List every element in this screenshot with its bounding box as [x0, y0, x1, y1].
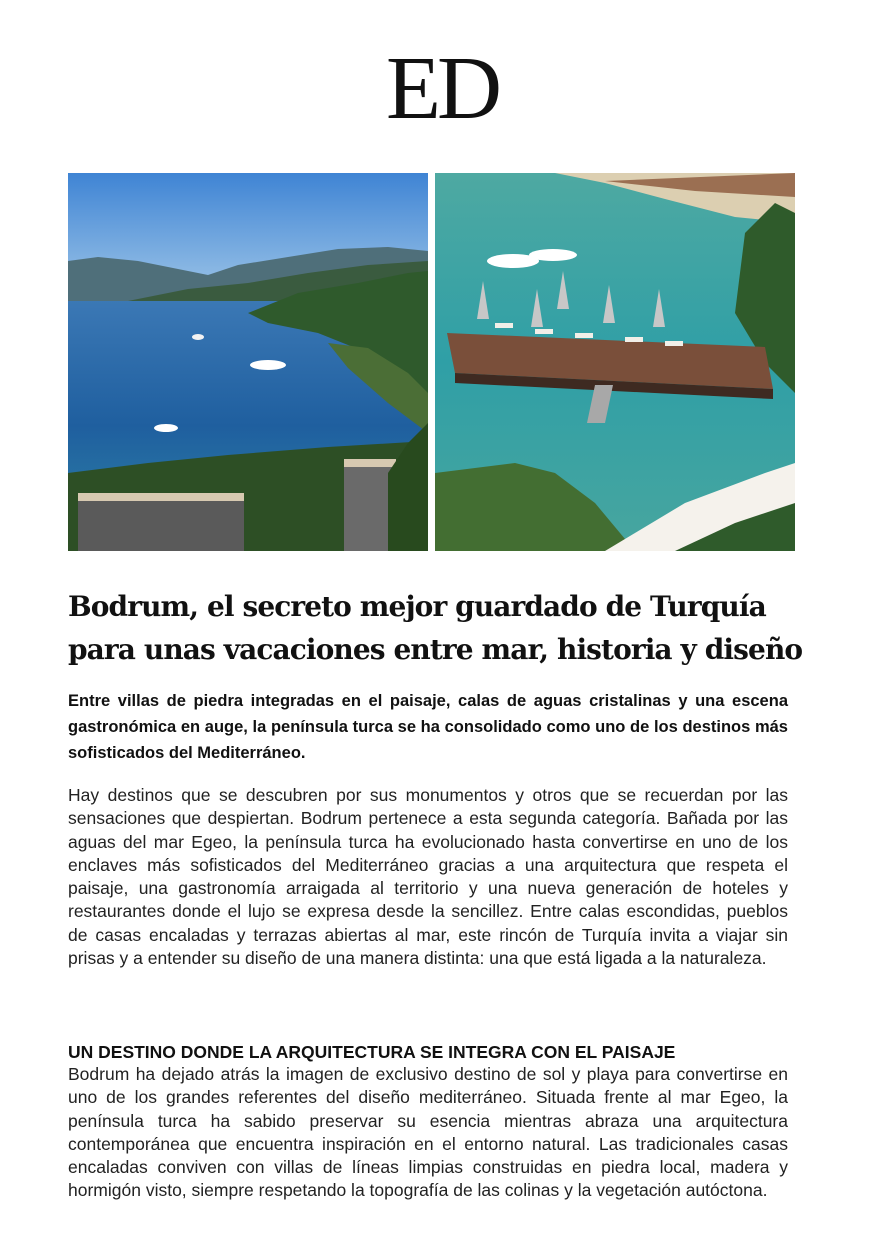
- deck-illustration: [435, 173, 795, 551]
- article-headline: Bodrum, el secreto mejor guardado de Turquía para unas vacaciones entre mar, historia y diseño: [68, 590, 803, 666]
- bay-illustration: [68, 173, 428, 551]
- article-paragraph-1: Hay destinos que se descubren por sus monumentos y otros que se recuerdan por las sensaciones que despiertan. Bodrum pertenece a esta segunda categoría. Bañada por las aguas del mar Egeo, la península turca ha evolucionado hasta convertirse en uno de los enclaves más sofisticados del Mediterráneo gracias a una arquitectura que respeta el paisaje, una gastronomía arraigada al territorio y una nueva generación de hoteles y restaurantes donde el lujo se expresa desde la sencillez. Entre calas escondidas, pueblos de casas encaladas y terrazas abiertas al mar, este rincón de Turquía invita a viajar sin prisas y a entender su diseño de una manera distinta: una que está ligada a la naturaleza.: [68, 785, 788, 969]
- article-lede: Entre villas de piedra integradas en el paisaje, calas de aguas cristalinas y una escena gastronómica en auge, la península turca se ha consolidado como uno de los destinos más sofisticados del Mediterráneo.: [68, 692, 788, 762]
- bay-photo: [68, 173, 428, 551]
- section-title: UN DESTINO DONDE LA ARQUITECTURA SE INTEGRA CON EL PAISAJE: [68, 1042, 676, 1062]
- deck-photo: [435, 173, 795, 551]
- article-paragraph-2: Bodrum ha dejado atrás la imagen de exclusivo destino de sol y playa para convertirse en uno de los grandes referentes del diseño mediterráneo. Situada frente al mar Egeo, la península turca ha sabido preservar su esencia mientras abraza una arquitectura contemporánea que encuentra inspiración en el entorno natural. Las tradicionales casas encaladas conviven con villas de líneas limpias construidas en piedra local, madera y hormigón visto, siempre respetando la topografía de las colinas y la vegetación autóctona.: [68, 1064, 788, 1201]
- logo: ED: [386, 39, 498, 138]
